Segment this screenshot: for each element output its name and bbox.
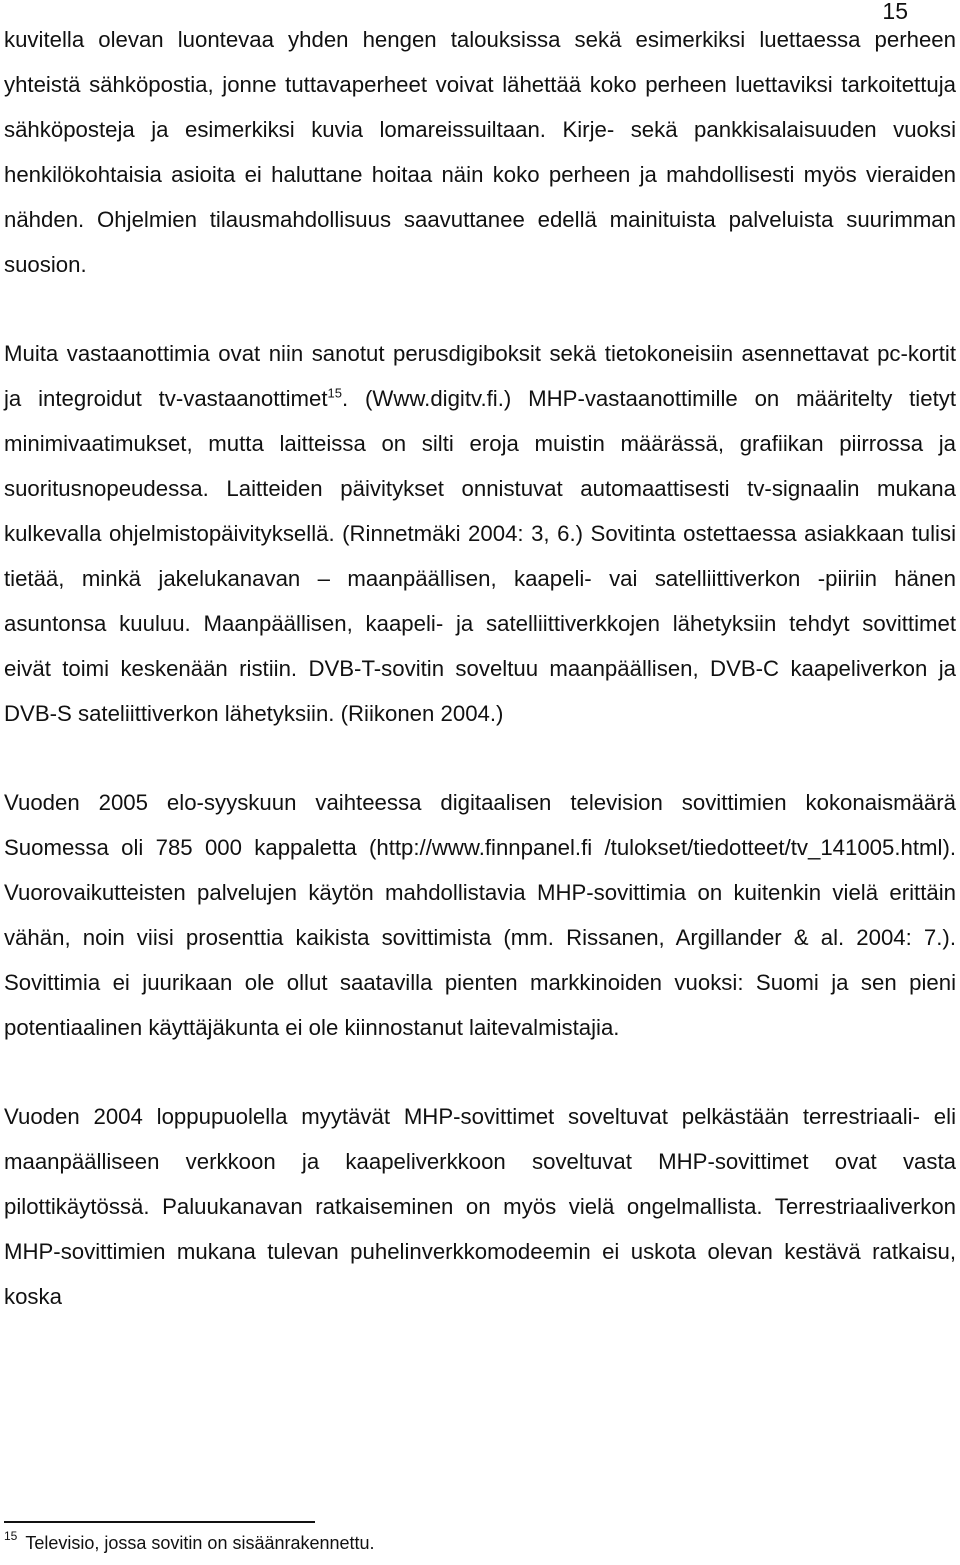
body-text [4,0,956,1319]
paragraph-2 [4,331,956,736]
page-number: 15 [882,0,908,24]
paragraph-2-text-start: Muita vastaanottimia ovat niin sanotut perusdigiboksit sekä tietokoneisiin asennettavat pc-kortit ja integroidut tv-vastaanottimet [4,341,956,411]
footnote-divider [4,1521,315,1523]
paragraph-3: Vuoden 2005 elo-syyskuun vaihteessa digitaalisen television sovittimien kokonaismäärä Suomessa oli 785 000 kappaletta (http://www.finnpanel.fi /tulokset/tiedotteet/tv_141005.html). Vuorovaikutteisten palvelujen käytön mahdollistavia MHP-sovittimia on kuitenkin vielä erittäin vähän, noin viisi prosenttia kaikista sovittimista (mm. Rissanen, Argillander & al. 2004: 7.). Sovittimia ei juurikaan ole ollut saatavilla pienten markkinoiden vuoksi: Suomi ja sen pieni potentiaalinen käyttäjäkunta ei ole kiinnostanut laitevalmistajia. [4,790,956,1040]
footnote-reference: 15 [327,385,342,401]
paragraph-4: Vuoden 2004 loppupuolella myytävät MHP-sovittimet soveltuvat pelkästään terrestriaali- eli maanpäälliseen verkkoon ja kaapeliverkkoon soveltuvat MHP-sovittimet ovat vasta pilottikäytössä. Paluukanavan ratkaiseminen on myös vielä ongelmallista. Terrestriaaliverkon MHP-sovittimien mukana tulevan puhelinverkkomodeemin ei uskota olevan kestävä ratkaisu, koska [4,1104,956,1309]
paragraph-2-text-end: . (Www.digitv.fi.) MHP-vastaanottimille on määritelty tietyt minimivaatimukset, mutta laitteissa on silti eroja muistin määrässä, grafiikan piirrossa ja suoritusnopeudessa. Laitteiden päivitykset onnistuvat automaattisesti tv-signaalin mukana kulkevalla ohjelmistopäivityksellä. (Rinnetmäki 2004: 3, 6.) Sovitinta ostettaessa asiakkaan tulisi tietää, minkä jakelukanavan – maanpäällisen, kaapeli- vai satelliittiverkon -piiriin hänen asuntonsa kuuluu. Maanpäällisen, kaapeli- ja satelliittiverkkojen lähetyksiin tehdyt sovittimet eivät toimi keskenään ristiin. DVB-T-sovitin soveltuu maanpäällisen, DVB-C kaapeliverkon ja DVB-S sateliittiverkon lähetyksiin. (Riikonen 2004.) [4,386,956,726]
footnote [4,1531,375,1555]
paragraph-1: kuvitella olevan luontevaa yhden hengen talouksissa sekä esimerkiksi luettaessa perheen yhteistä sähköpostia, jonne tuttavaperheet voivat lähettää koko perheen luettaviksi tarkoitettuja sähköposteja ja esimerkiksi kuvia lomareissuiltaan. Kirje- sekä pankkisalaisuuden vuoksi henkilökohtaisia asioita ei haluttane hoitaa näin koko perheen ja mahdollisesti myös vieraiden nähden. Ohjelmien tilausmahdollisuus saavuttanee edellä mainituista palveluista suurimman suosion. [4,27,956,277]
footnote-mark: 15 [4,1529,18,1543]
footnote-text: Televisio, jossa sovitin on sisäänrakennettu. [25,1533,375,1553]
